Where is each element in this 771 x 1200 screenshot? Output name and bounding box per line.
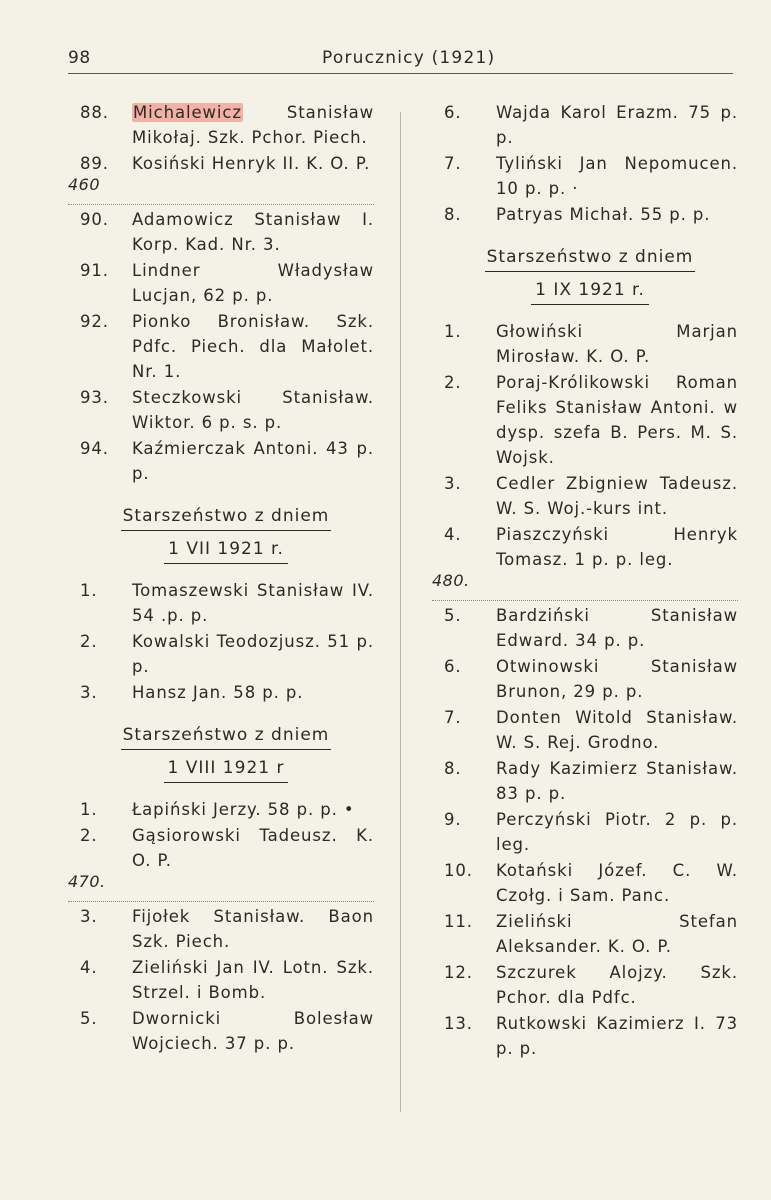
entry-text: Łapiński Jerzy. 58 p. p. • [132,800,355,819]
entry-text: Szczurek Alojzy. Szk. Pchor. dla Pdfc. [496,963,738,1007]
entry-text: Perczyński Piotr. 2 p. p. leg. [496,810,738,854]
entry-text: Rady Kazimierz Stanisław. 83 p. p. [496,759,738,803]
list-entry [442,960,738,1010]
list-entry [442,705,738,755]
list-entry [442,319,738,369]
list-entry [442,471,738,521]
left-column [68,100,374,1057]
heading-title: Starszeństwo z dniem [121,721,332,750]
marker-number: 480. [432,571,470,590]
page-marker [68,872,374,904]
entry-number: 2. [80,632,98,651]
page-marker [432,571,738,603]
entry-text: Kaźmierczak Antoni. 43 p. p. [132,439,374,483]
dotted-rule [432,600,738,601]
entry-number: 1. [80,581,98,600]
list-entry [442,370,738,470]
entry-text: Kowalski Teodozjusz. 51 p. p. [132,632,374,676]
column-divider [400,112,401,1112]
entry-number: 8. [444,759,462,778]
heading-title: Starszeństwo z dniem [485,243,696,272]
entry-number: 1. [444,322,462,341]
entry-number: 7. [444,708,462,727]
entry-number: 94. [80,439,109,458]
list-entry [442,522,738,572]
list-entry [78,680,374,705]
list-entry [442,603,738,653]
list-entry [442,756,738,806]
entry-number: 2. [444,373,462,392]
entry-number: 91. [80,261,109,280]
right-column [432,100,738,1062]
highlighted-name: Michalewicz [133,103,242,122]
entry-text: Tyliński Jan Nepomucen. 10 p. p. · [496,154,738,198]
dotted-rule [68,901,374,902]
dotted-rule [68,204,374,205]
section-heading [78,721,374,783]
entry-number: 12. [444,963,473,982]
entry-number: 5. [80,1009,98,1028]
list-entry [78,1006,374,1056]
list-entry [442,909,738,959]
list-entry [78,629,374,679]
list-entry [442,100,738,150]
entry-text: Gąsiorowski Tadeusz. K. O. P. [132,826,374,870]
entry-text-rest: Stanisław Mikołaj. Szk. Pchor. Piech. [132,103,374,147]
entry-text: Pionko Bronisław. Szk. Pdfc. Piech. dla Małolet. Nr. 1. [132,312,374,381]
list-entry [442,1011,738,1061]
entry-number: 13. [444,1014,473,1033]
entry-number: 3. [80,683,98,702]
entry-number: 3. [80,907,98,926]
page-marker [68,175,374,207]
marker-number: 460 [68,175,101,194]
entry-text: Adamowicz Stanisław I. Korp. Kad. Nr. 3. [132,210,374,254]
entry-number: 11. [444,912,473,931]
list-entry [78,797,374,822]
entry-number: 4. [80,958,98,977]
entry-text: Rutkowski Kazimierz I. 73 p. p. [496,1014,738,1058]
list-entry [78,823,374,873]
entry-text: Cedler Zbigniew Tadeusz. W. S. Woj.-kurs int. [496,474,738,518]
entry-number: 10. [444,861,473,880]
entry-text: Fijołek Stanisław. Baon Szk. Piech. [132,907,374,951]
entry-number: 88. [80,103,109,122]
header-rule [68,73,733,74]
entry-text: Zieliński Jan IV. Lotn. Szk. Strzel. i Bomb. [132,958,374,1002]
entry-text: Hansz Jan. 58 p. p. [132,683,304,702]
entry-text: Kotański Józef. C. W. Czołg. i Sam. Panc. [496,861,738,905]
list-entry [78,309,374,384]
entry-text: Głowiński Marjan Mirosław. K. O. P. [496,322,738,366]
entry-number: 1. [80,800,98,819]
entry-text: Donten Witold Stanisław. W. S. Rej. Grodno. [496,708,738,752]
list-entry [78,258,374,308]
marker-number: 470. [68,872,106,891]
list-entry [78,436,374,486]
list-entry [78,904,374,954]
entry-number: 89. [80,154,109,173]
running-title: Porucznicy (1921) [322,48,496,68]
entry-number: 9. [444,810,462,829]
entry-text: Zieliński Stefan Aleksander. K. O. P. [496,912,738,956]
entry-number: 2. [80,826,98,845]
entry-number: 6. [444,657,462,676]
entry-number: 4. [444,525,462,544]
heading-date: 1 IX 1921 r. [531,276,649,305]
list-entry [78,385,374,435]
entry-text: Patryas Michał. 55 p. p. [496,205,711,224]
entry-text: Kosiński Henryk II. K. O. P. [132,154,371,173]
entry-text: Piaszczyński Henryk Tomasz. 1 p. p. leg. [496,525,738,569]
entry-text [132,100,374,150]
section-heading [442,243,738,305]
list-entry [78,578,374,628]
page-number: 98 [68,48,91,68]
list-entry [78,100,374,150]
list-entry [442,202,738,227]
entry-text: Otwinowski Stanisław Brunon, 29 p. p. [496,657,738,701]
entry-text: Poraj-Królikowski Roman Feliks Stanisław Antoni. w dysp. szefa B. Pers. M. S. Wojsk. [496,373,738,467]
entry-text: Dwornicki Bolesław Wojciech. 37 p. p. [132,1009,374,1053]
entry-text: Tomaszewski Stanisław IV. 54 .p. p. [132,581,374,625]
entry-text: Wajda Karol Erazm. 75 p. p. [496,103,738,147]
entry-number: 93. [80,388,109,407]
page-header [68,48,733,74]
list-entry [442,858,738,908]
list-entry [78,207,374,257]
entry-number: 92. [80,312,109,331]
list-entry [78,151,374,176]
entry-number: 90. [80,210,109,229]
heading-date: 1 VII 1921 r. [164,535,288,564]
list-entry [442,151,738,201]
entry-number: 3. [444,474,462,493]
entry-number: 6. [444,103,462,122]
entry-number: 8. [444,205,462,224]
entry-text: Lindner Władysław Lucjan, 62 p. p. [132,261,374,305]
entry-text: Steczkowski Stanisław. Wiktor. 6 p. s. p. [132,388,374,432]
heading-date: 1 VIII 1921 r [164,754,289,783]
section-heading [78,502,374,564]
list-entry [442,807,738,857]
list-entry [442,654,738,704]
heading-title: Starszeństwo z dniem [121,502,332,531]
entry-text: Bardziński Stanisław Edward. 34 p. p. [496,606,738,650]
entry-number: 5. [444,606,462,625]
entry-number: 7. [444,154,462,173]
list-entry [78,955,374,1005]
